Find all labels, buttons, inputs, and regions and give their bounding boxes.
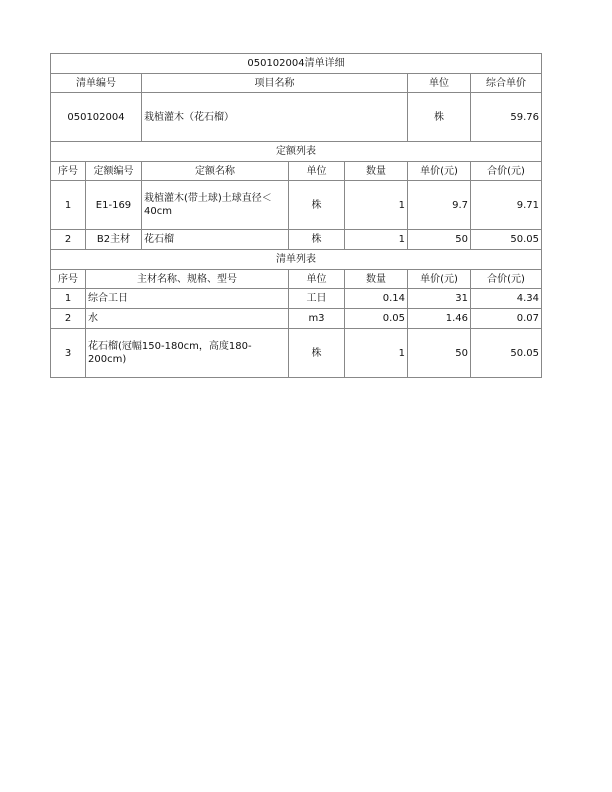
material-name: 综合工日 xyxy=(86,289,289,309)
bill-unit-header: 单位 xyxy=(408,74,471,93)
table-row xyxy=(51,309,542,329)
bill-name-header: 项目名称 xyxy=(142,74,408,93)
material-qty: 0.05 xyxy=(345,309,408,329)
material-qty-header: 数量 xyxy=(345,270,408,289)
quota-total: 50.05 xyxy=(471,230,542,250)
bill-detail-table xyxy=(50,53,542,378)
quota-code: E1-169 xyxy=(86,181,142,230)
quota-no-header: 序号 xyxy=(51,162,86,181)
material-no: 2 xyxy=(51,309,86,329)
material-price-header: 单价(元) xyxy=(408,270,471,289)
quota-code-header: 定额编号 xyxy=(86,162,142,181)
quota-no: 1 xyxy=(51,181,86,230)
quota-code: B2主材 xyxy=(86,230,142,250)
sheet-title: 050102004清单详细 xyxy=(51,54,542,74)
material-price: 1.46 xyxy=(408,309,471,329)
quota-price: 9.7 xyxy=(408,181,471,230)
bill-name: 栽植灌木（花石榴） xyxy=(142,93,408,142)
material-name: 花石榴(冠幅150-180cm，高度180-200cm) xyxy=(86,329,289,378)
quota-unit: 株 xyxy=(289,230,345,250)
material-unit: m3 xyxy=(289,309,345,329)
quota-total: 9.71 xyxy=(471,181,542,230)
material-total-header: 合价(元) xyxy=(471,270,542,289)
bill-detail-sheet xyxy=(50,53,541,378)
material-no: 3 xyxy=(51,329,86,378)
material-unit: 株 xyxy=(289,329,345,378)
quota-total-header: 合价(元) xyxy=(471,162,542,181)
bill-price-header: 综合单价 xyxy=(471,74,542,93)
quota-name: 栽植灌木(带土球)土球直径＜40cm xyxy=(142,181,289,230)
table-row xyxy=(51,289,542,309)
quota-price-header: 单价(元) xyxy=(408,162,471,181)
material-total: 50.05 xyxy=(471,329,542,378)
material-total: 4.34 xyxy=(471,289,542,309)
bill-code: 050102004 xyxy=(51,93,142,142)
table-row xyxy=(51,329,542,378)
material-no-header: 序号 xyxy=(51,270,86,289)
bill-code-header: 清单编号 xyxy=(51,74,142,93)
material-no: 1 xyxy=(51,289,86,309)
material-unit: 工日 xyxy=(289,289,345,309)
quota-qty: 1 xyxy=(345,181,408,230)
material-qty: 1 xyxy=(345,329,408,378)
quota-unit: 株 xyxy=(289,181,345,230)
quota-name: 花石榴 xyxy=(142,230,289,250)
bill-price: 59.76 xyxy=(471,93,542,142)
material-unit-header: 单位 xyxy=(289,270,345,289)
material-price: 31 xyxy=(408,289,471,309)
quota-price: 50 xyxy=(408,230,471,250)
quota-qty-header: 数量 xyxy=(345,162,408,181)
material-name-header: 主材名称、规格、型号 xyxy=(86,270,289,289)
materials-section-title: 清单列表 xyxy=(51,250,542,270)
table-row xyxy=(51,181,542,230)
bill-unit: 株 xyxy=(408,93,471,142)
quota-section-title: 定额列表 xyxy=(51,142,542,162)
quota-no: 2 xyxy=(51,230,86,250)
material-qty: 0.14 xyxy=(345,289,408,309)
quota-name-header: 定额名称 xyxy=(142,162,289,181)
quota-qty: 1 xyxy=(345,230,408,250)
material-name: 水 xyxy=(86,309,289,329)
material-price: 50 xyxy=(408,329,471,378)
table-row xyxy=(51,230,542,250)
material-total: 0.07 xyxy=(471,309,542,329)
quota-unit-header: 单位 xyxy=(289,162,345,181)
